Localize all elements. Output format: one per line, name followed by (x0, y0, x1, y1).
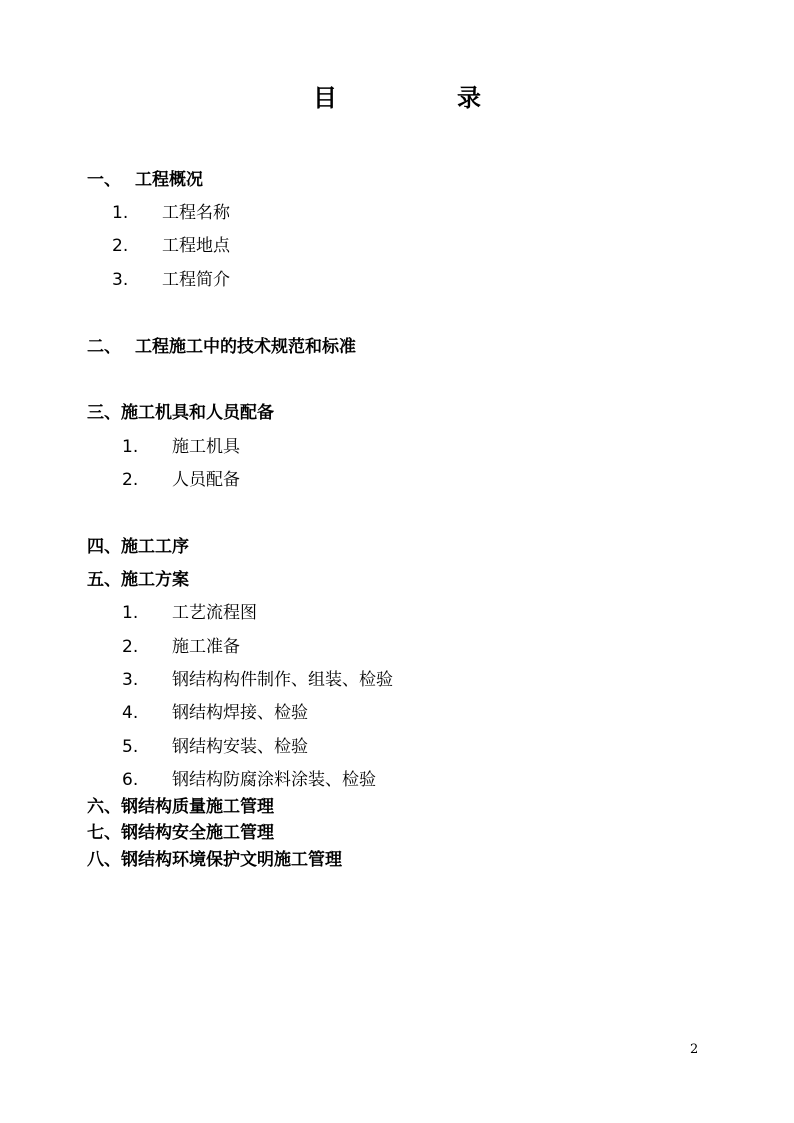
toc-item-label: 钢结构安全施工管理 (121, 823, 274, 843)
toc-item-label: 施工机具 (172, 437, 240, 457)
toc-item-number: 一、 (87, 170, 121, 190)
toc-item-3[interactable] (87, 401, 274, 425)
toc-item-label: 工程地点 (162, 236, 230, 256)
toc-item-label: 人员配备 (172, 470, 240, 490)
toc-item-number: 2. (122, 470, 139, 490)
toc-item-number: 1. (122, 437, 139, 457)
toc-item-label: 施工工序 (121, 537, 189, 557)
toc-item-7[interactable] (87, 821, 274, 845)
toc-item-label: 施工机具和人员配备 (121, 403, 274, 423)
toc-subitem-5-5[interactable] (122, 735, 308, 759)
toc-item-number: 七、 (87, 823, 121, 843)
toc-item-label: 钢结构构件制作、组装、检验 (172, 670, 393, 690)
toc-item-label: 钢结构环境保护文明施工管理 (121, 850, 342, 870)
toc-item-number: 五、 (87, 570, 121, 590)
toc-item-label: 工程概况 (135, 170, 203, 190)
toc-item-number: 2. (122, 637, 139, 657)
toc-subitem-5-3[interactable] (122, 668, 393, 692)
toc-item-number: 1. (112, 203, 129, 223)
toc-item-number: 6. (122, 770, 139, 790)
toc-item-1[interactable] (87, 168, 203, 192)
toc-item-number: 1. (122, 603, 139, 623)
toc-item-5[interactable] (87, 568, 189, 592)
toc-item-label: 钢结构焊接、检验 (172, 703, 308, 723)
toc-subitem-5-4[interactable] (122, 701, 308, 725)
toc-item-6[interactable] (87, 795, 274, 819)
toc-subitem-5-6[interactable] (122, 768, 376, 792)
toc-item-label: 工程简介 (162, 270, 230, 290)
page-number: 2 (690, 1042, 699, 1057)
toc-item-label: 施工准备 (172, 637, 240, 657)
toc-item-4[interactable] (87, 535, 189, 559)
toc-item-label: 钢结构质量施工管理 (121, 797, 274, 817)
toc-subitem-1-2[interactable] (112, 234, 230, 258)
toc-item-number: 5. (122, 737, 139, 757)
toc-item-number: 二、 (87, 337, 121, 357)
toc-item-2[interactable] (87, 335, 356, 359)
toc-item-number: 3. (122, 670, 139, 690)
toc-item-label: 工艺流程图 (172, 603, 257, 623)
toc-subitem-5-2[interactable] (122, 635, 240, 659)
toc-item-label: 工程名称 (162, 203, 230, 223)
toc-item-number: 八、 (87, 850, 121, 870)
toc-item-number: 四、 (87, 537, 121, 557)
toc-item-8[interactable] (87, 848, 342, 872)
toc-subitem-1-3[interactable] (112, 268, 230, 292)
toc-item-label: 钢结构安装、检验 (172, 737, 308, 757)
toc-item-label: 施工方案 (121, 570, 189, 590)
toc-item-number: 4. (122, 703, 139, 723)
toc-item-number: 3. (112, 270, 129, 290)
toc-subitem-3-1[interactable] (122, 435, 240, 459)
toc-item-number: 六、 (87, 797, 121, 817)
toc-subitem-3-2[interactable] (122, 468, 240, 492)
toc-item-label: 钢结构防腐涂料涂装、检验 (172, 770, 376, 790)
toc-item-label: 工程施工中的技术规范和标准 (135, 337, 356, 357)
toc-subitem-1-1[interactable] (112, 201, 230, 225)
page-title: 目 录 (313, 84, 529, 112)
toc-item-number: 2. (112, 236, 129, 256)
toc-item-number: 三、 (87, 403, 121, 423)
toc-subitem-5-1[interactable] (122, 601, 257, 625)
